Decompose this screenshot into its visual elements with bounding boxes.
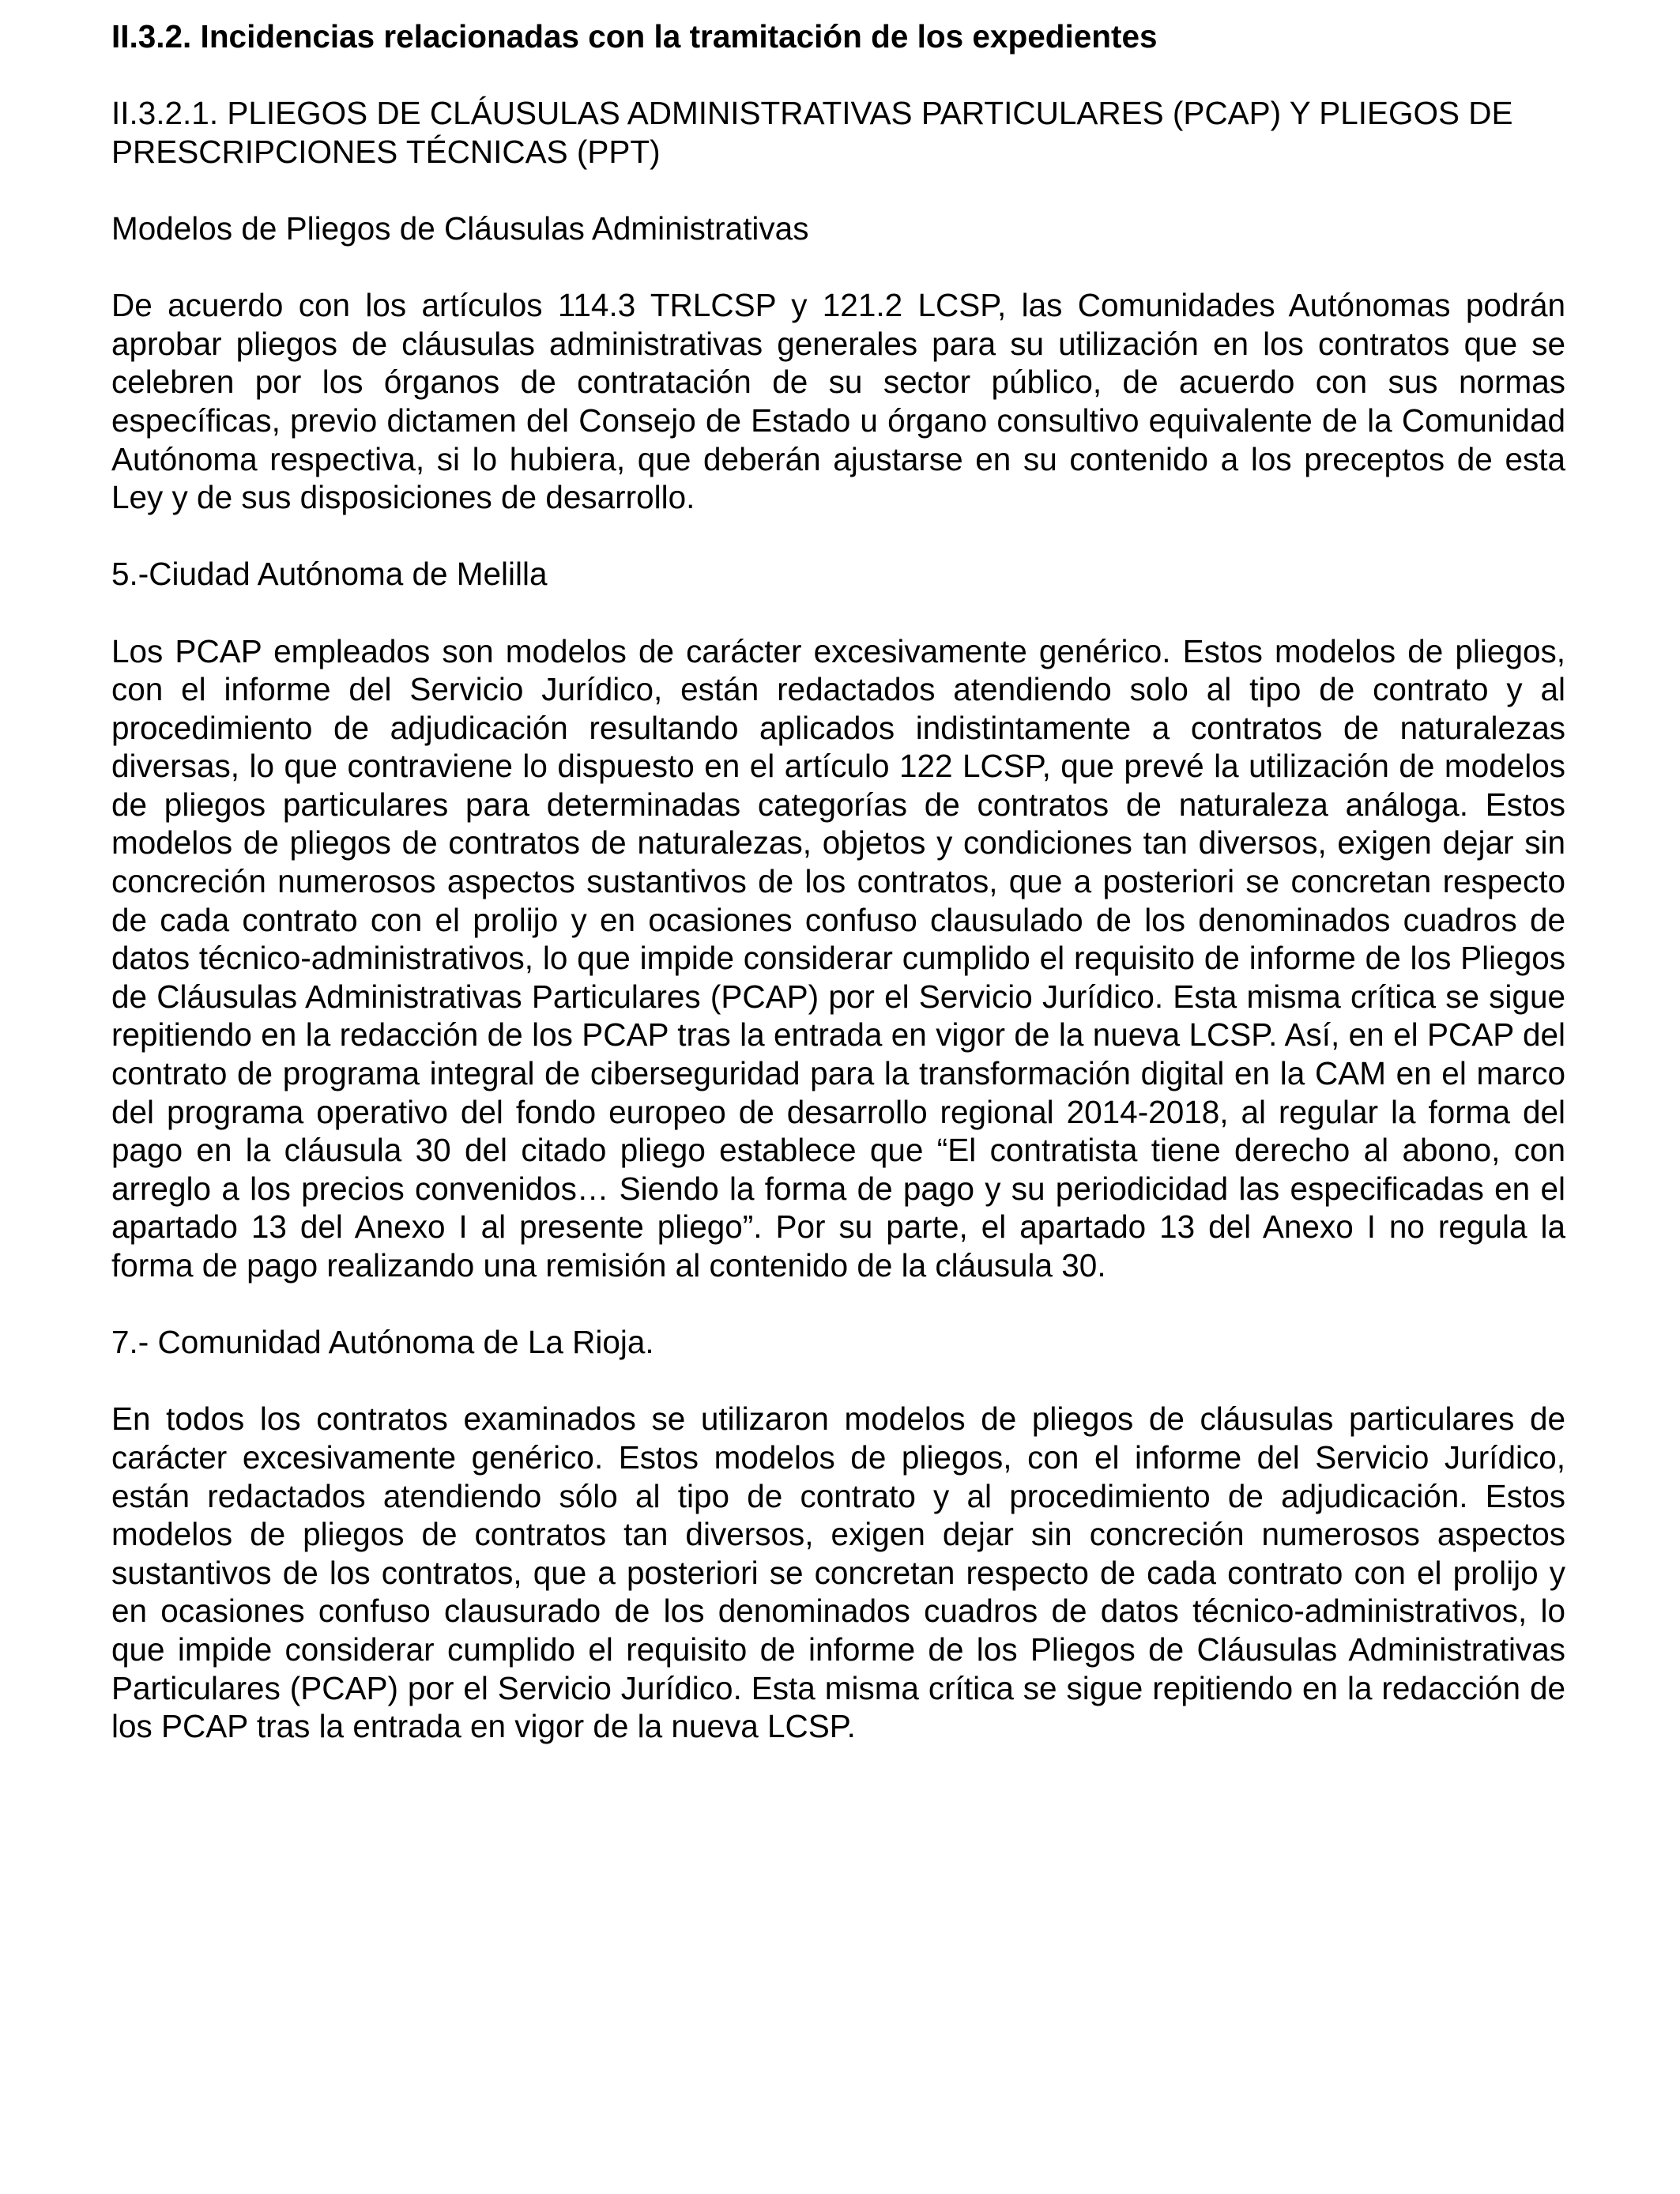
models-title: Modelos de Pliegos de Cláusulas Administrativas bbox=[111, 209, 809, 247]
intro-paragraph: De acuerdo con los artículos 114.3 TRLCSP y 121.2 LCSP, las Comunidades Autónomas podrán aprobar pliegos de cláusulas administrativas generales para su utilización en los contratos que se celebren por los órganos de contratación de su sector público, de acuerdo con sus normas específicas, previo dictamen del Consejo de Estado u órgano consultivo equivalente de la Comunidad Autónoma respectiva, si lo hubiera, que deberán ajustarse en su contenido a los preceptos de esta Ley y de sus disposiciones de desarrollo. bbox=[111, 287, 1565, 516]
rioja-title: 7.- Comunidad Autónoma de La Rioja. bbox=[111, 1324, 654, 1361]
melilla-title: 5.-Ciudad Autónoma de Melilla bbox=[111, 556, 548, 593]
subsection-heading: II.3.2.1. PLIEGOS DE CLÁUSULAS ADMINISTRATIVAS PARTICULARES (PCAP) Y PLIEGOS DE PRESCRIPCIONES TÉCNICAS (PPT) bbox=[111, 95, 1513, 170]
rioja-paragraph: En todos los contratos examinados se utilizaron modelos de pliegos de cláusulas particulares de carácter excesivamente genérico. Estos modelos de pliegos, con el informe del Servicio Jurídico, están redactados atendiendo sólo al tipo de contrato y al procedimiento de adjudicación. Estos modelos de pliegos de contratos tan diversos, exigen dejar sin concreción numerosos aspectos sustantivos de los contratos, que a posteriori se concretan respecto de cada contrato con el prolijo y en ocasiones confuso clausurado de los denominados cuadros de datos técnico-administrativos, lo que impide considerar cumplido el requisito de informe de los Pliegos de Cláusulas Administrativas Particulares (PCAP) por el Servicio Jurídico. Esta misma crítica se sigue repitiendo en la redacción de los PCAP tras la entrada en vigor de la nueva LCSP. bbox=[111, 1400, 1565, 1745]
document-page bbox=[111, 17, 1565, 1746]
section-heading: II.3.2. Incidencias relacionadas con la tramitación de los expedientes bbox=[111, 18, 1158, 55]
melilla-paragraph: Los PCAP empleados son modelos de carácter excesivamente genérico. Estos modelos de pliegos, con el informe del Servicio Jurídico, están redactados atendiendo solo al tipo de contrato y al procedimiento de adjudicación resultando aplicados indistintamente a contratos de naturalezas diversas, lo que contraviene lo dispuesto en el artículo 122 LCSP, que prevé la utilización de modelos de pliegos particulares para determinadas categorías de contratos de naturaleza análoga. Estos modelos de pliegos de contratos de naturalezas, objetos y condiciones tan diversos, exigen dejar sin concreción numerosos aspectos sustantivos de los contratos, que a posteriori se concretan respecto de cada contrato con el prolijo y en ocasiones confuso clausulado de los denominados cuadros de datos técnico-administrativos, lo que impide considerar cumplido el requisito de informe de los Pliegos de Cláusulas Administrativas Particulares (PCAP) por el Servicio Jurídico. Esta misma crítica se sigue repitiendo en la redacción de los PCAP tras la entrada en vigor de la nueva LCSP. Así, en el PCAP del contrato de programa integral de ciberseguridad para la transformación digital en la CAM en el marco del programa operativo del fondo europeo de desarrollo regional 2014-2018, al regular la forma del pago en la cláusula 30 del citado pliego establece que “El contratista tiene derecho al abono, con arreglo a los precios convenidos… Siendo la forma de pago y su periodicidad las especificadas en el apartado 13 del Anexo I al presente pliego”. Por su parte, el apartado 13 del Anexo I no regula la forma de pago realizando una remisión al contenido de la cláusula 30. bbox=[111, 632, 1565, 1284]
